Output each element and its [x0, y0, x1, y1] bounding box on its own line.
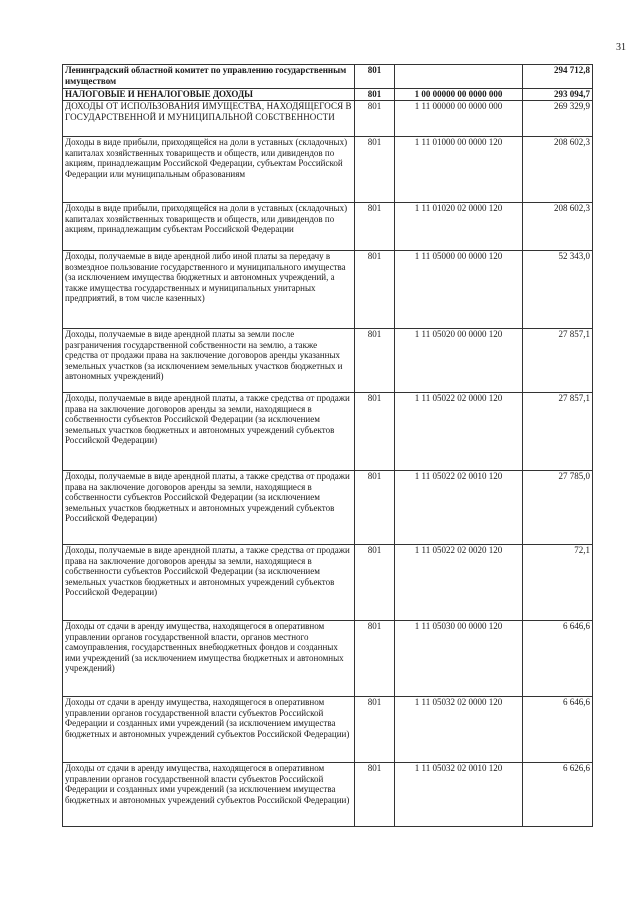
- table-row: [63, 89, 593, 101]
- row-admin-code: 801: [355, 89, 395, 101]
- row-admin-code: 801: [355, 545, 395, 621]
- row-amount: 27 857,1: [523, 329, 593, 393]
- row-admin-code: 801: [355, 697, 395, 763]
- row-name: Доходы, получаемые в виде арендной либо иной платы за передачу в возмездное пользование государственного и муниципального имущества (за исключением имущества бюджетных и автономных учреждений, а также имущества государственных и муниципальных унитарных предприятий, в том числе казенных): [63, 251, 355, 329]
- row-amount: 27 857,1: [523, 393, 593, 471]
- row-admin-code: 801: [355, 621, 395, 697]
- table-row: [63, 203, 593, 251]
- row-name: Доходы, получаемые в виде арендной платы, а также средства от продажи права на заключение договоров аренды за земли, находящиеся в собственности субъектов Российской Федерации (за исключением земельных участков бюджетных и автономных учреждений субъектов Российской Федерации): [63, 545, 355, 621]
- row-name: ДОХОДЫ ОТ ИСПОЛЬЗОВАНИЯ ИМУЩЕСТВА, НАХОДЯЩЕГОСЯ В ГОСУДАРСТВЕННОЙ И МУНИЦИПАЛЬНОЙ СОБСТВЕННОСТИ: [63, 101, 355, 137]
- row-budget-code: 1 11 01020 02 0000 120: [395, 203, 523, 251]
- row-admin-code: 801: [355, 137, 395, 203]
- table-row: [63, 101, 593, 137]
- table-row: [63, 251, 593, 329]
- table-row: [63, 697, 593, 763]
- row-amount: 293 094,7: [523, 89, 593, 101]
- table-row: [63, 763, 593, 827]
- row-name: Доходы от сдачи в аренду имущества, находящегося в оперативном управлении органов государственной власти субъектов Российской Федерации и созданных ими учреждений (за исключением имущества бюджетных и автономных учреждений субъектов Российской Федерации): [63, 697, 355, 763]
- table-row: [63, 545, 593, 621]
- page-number: 31: [616, 42, 626, 53]
- table-row: [63, 471, 593, 545]
- row-admin-code: 801: [355, 471, 395, 545]
- row-name: Доходы, получаемые в виде арендной платы, а также средства от продажи права на заключение договоров аренды за земли, находящиеся в собственности субъектов Российской Федерации (за исключением земельных участков бюджетных и автономных учреждений субъектов Российской Федерации): [63, 393, 355, 471]
- row-admin-code: 801: [355, 329, 395, 393]
- row-budget-code: 1 11 05030 00 0000 120: [395, 621, 523, 697]
- row-budget-code: 1 11 05032 02 0000 120: [395, 697, 523, 763]
- row-budget-code: 1 11 05032 02 0010 120: [395, 763, 523, 827]
- table-row: [63, 329, 593, 393]
- row-amount: 208 602,3: [523, 203, 593, 251]
- row-budget-code: 1 11 05000 00 0000 120: [395, 251, 523, 329]
- table-row: [63, 137, 593, 203]
- row-budget-code: 1 11 05020 00 0000 120: [395, 329, 523, 393]
- row-name: Доходы, получаемые в виде арендной платы за земли после разграничения государственной собственности на землю, а также средства от продажи права на заключение договоров аренды указанных земельных участков (за исключением земельных участков бюджетных и автономных учреждений): [63, 329, 355, 393]
- row-amount: 52 343,0: [523, 251, 593, 329]
- row-budget-code: 1 00 00000 00 0000 000: [395, 89, 523, 101]
- revenue-table: [62, 64, 593, 827]
- table-row: [63, 393, 593, 471]
- row-budget-code: 1 11 00000 00 0000 000: [395, 101, 523, 137]
- row-amount: 27 785,0: [523, 471, 593, 545]
- row-budget-code: 1 11 05022 02 0020 120: [395, 545, 523, 621]
- row-amount: 294 712,8: [523, 65, 593, 89]
- row-admin-code: 801: [355, 203, 395, 251]
- row-name: Доходы в виде прибыли, приходящейся на доли в уставных (складочных) капиталах хозяйственных товариществ и обществ, или дивидендов по акциям, принадлежащим субъектам Российской Федерации: [63, 203, 355, 251]
- row-amount: 269 329,9: [523, 101, 593, 137]
- row-admin-code: 801: [355, 763, 395, 827]
- row-amount: 6 646,6: [523, 621, 593, 697]
- row-amount: 72,1: [523, 545, 593, 621]
- row-admin-code: 801: [355, 65, 395, 89]
- row-name: НАЛОГОВЫЕ И НЕНАЛОГОВЫЕ ДОХОДЫ: [63, 89, 355, 101]
- row-budget-code: 1 11 05022 02 0000 120: [395, 393, 523, 471]
- row-name: Доходы в виде прибыли, приходящейся на доли в уставных (складочных) капиталах хозяйственных товариществ и обществ, или дивидендов по акциям, принадлежащим Российской Федерации, субъектам Российской Федерации или муниципальным образованиям: [63, 137, 355, 203]
- row-admin-code: 801: [355, 393, 395, 471]
- row-name: Доходы от сдачи в аренду имущества, находящегося в оперативном управлении органов государственной власти, органов местного самоуправления, государственных внебюджетных фондов и созданных ими учреждений (за исключением имущества бюджетных и автономных учреждений): [63, 621, 355, 697]
- table-row: [63, 621, 593, 697]
- row-amount: 208 602,3: [523, 137, 593, 203]
- row-name: Доходы, получаемые в виде арендной платы, а также средства от продажи права на заключение договоров аренды за земли, находящиеся в собственности субъектов Российской Федерации (за исключением земельных участков бюджетных и автономных учреждений субъектов Российской Федерации): [63, 471, 355, 545]
- row-amount: 6 646,6: [523, 697, 593, 763]
- row-name: Доходы от сдачи в аренду имущества, находящегося в оперативном управлении органов государственной власти субъектов Российской Федерации и созданных ими учреждений (за исключением имущества бюджетных и автономных учреждений субъектов Российской Федерации): [63, 763, 355, 827]
- table-row: [63, 65, 593, 89]
- row-budget-code: 1 11 01000 00 0000 120: [395, 137, 523, 203]
- row-admin-code: 801: [355, 251, 395, 329]
- row-budget-code: 1 11 05022 02 0010 120: [395, 471, 523, 545]
- row-amount: 6 626,6: [523, 763, 593, 827]
- row-admin-code: 801: [355, 101, 395, 137]
- row-budget-code: [395, 65, 523, 89]
- row-name: Ленинградский областной комитет по управлению государственным имуществом: [63, 65, 355, 89]
